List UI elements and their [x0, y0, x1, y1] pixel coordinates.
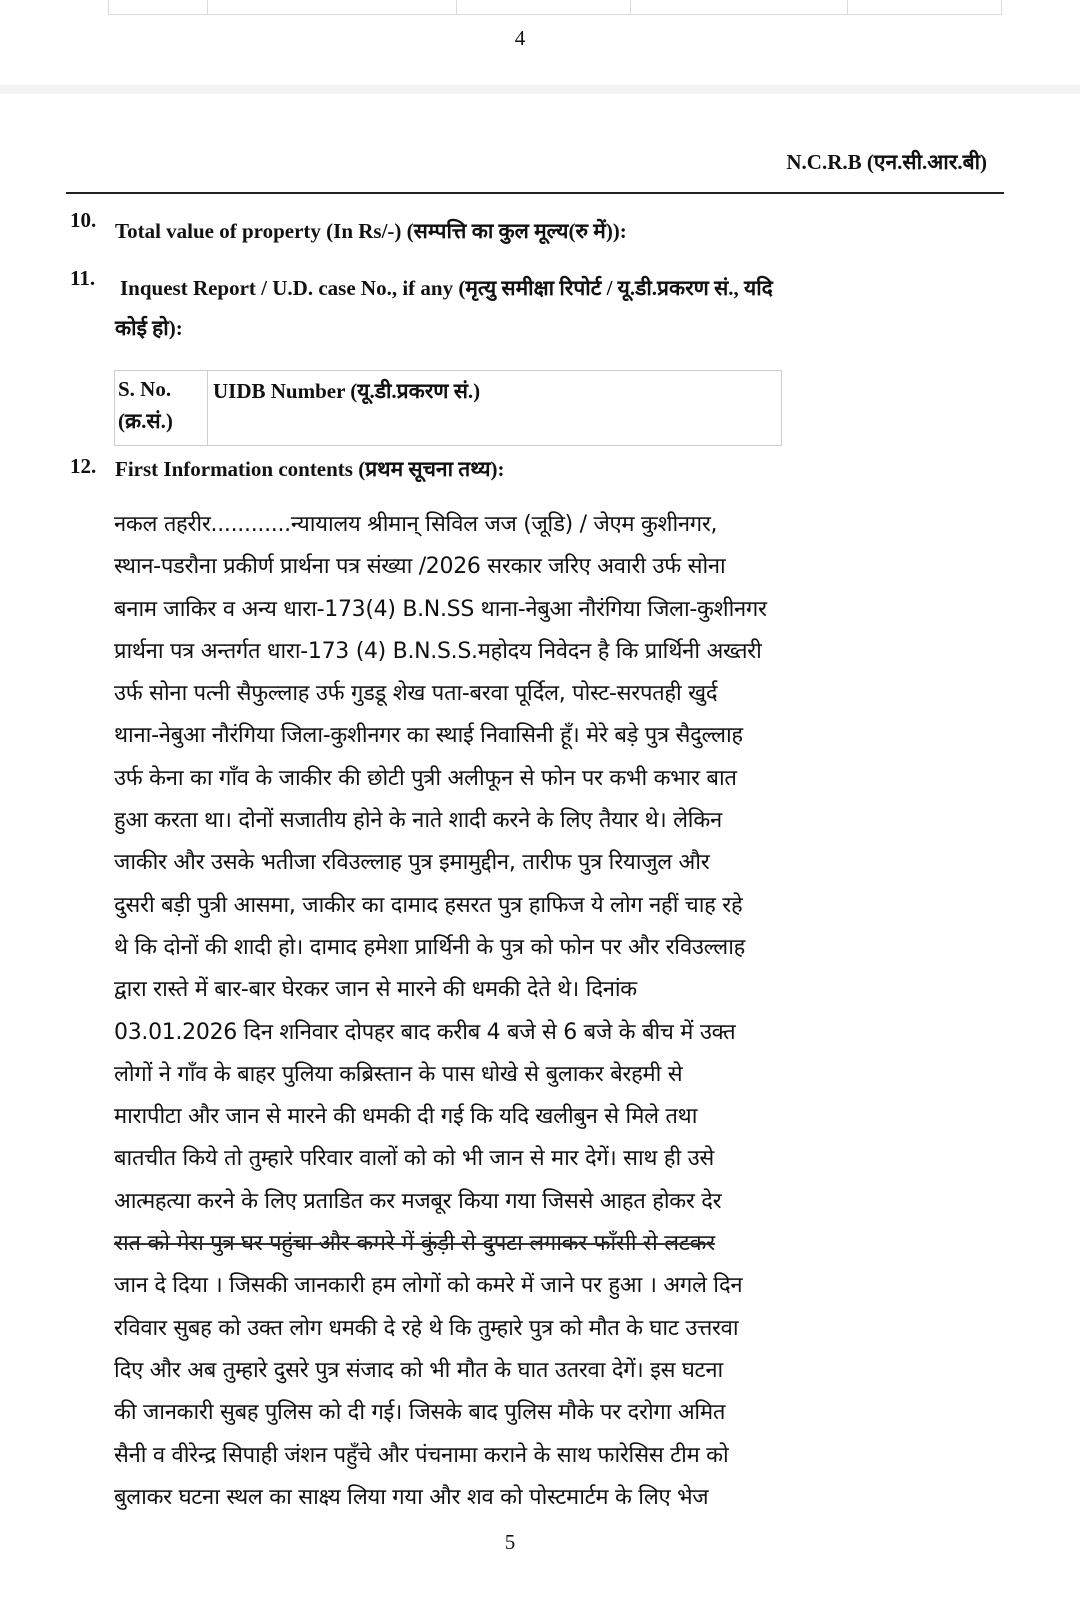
item-10-number: 10.: [70, 208, 97, 232]
previous-page: [0, 0, 1080, 85]
text-line: नकल तहरीर............न्यायालय श्रीमान् सिविल जज (जूडि) / जेएम कुशीनगर,: [114, 512, 718, 537]
page-separator: [0, 85, 1080, 94]
current-page: [0, 94, 1080, 1603]
text-line: हुआ करता था। दोनों सजातीय होने के नाते शादी करने के लिए तैयार थे। लेकिन: [114, 808, 722, 834]
text-line: थाना-नेबुआ नौरंगिया जिला-कुशीनगर का स्थाई निवासिनी हूँ। मेरे बड़े पुत्र सैदुल्लाह: [114, 723, 743, 749]
text-line: मारापीटा और जान से मारने की धमकी दी गई कि यदि खलीबुन से मिले तथा: [114, 1104, 698, 1130]
text-line: स्थान-पडरौना प्रकीर्ण प्रार्थना पत्र संख्या /2026 सरकार जरिए अवारी उर्फ सोना: [114, 554, 726, 580]
text-line-struck: रात को मेरा पुत्र घर पहुंचा और कमरे में कुंड़ी से दुपटा लगाकर फाँसी से लटकर: [114, 1231, 715, 1257]
previous-page-table-bottom: [108, 0, 1002, 15]
item-11-number: 11.: [70, 266, 96, 290]
table-cell: [109, 0, 208, 14]
text-line: थे कि दोनों की शादी हो। दामाद हमेशा प्रार्थिनी के पुत्र को फोन पर और रविउल्लाह: [114, 934, 745, 960]
text-line: की जानकारी सुबह पुलिस को दी गई। जिसके बाद पुलिस मौके पर दरोगा अमित: [114, 1400, 726, 1426]
text-line: दुसरी बड़ी पुत्री आसमा, जाकीर का दामाद हसरत पुत्र हाफिज ये लोग नहीं चाह रहे: [114, 892, 743, 918]
text-line: बुलाकर घटना स्थल का साक्ष्य लिया गया और शव को पोस्टमार्टम के लिए भेज: [114, 1484, 709, 1510]
table-cell: [631, 0, 848, 14]
page-number: 5: [504, 1530, 516, 1554]
table-cell: [457, 0, 631, 14]
text-line: उर्फ सोना पत्नी सैफुल्लाह उर्फ गुडडू शेख पता-बरवा पूर्दिल, पोस्ट-सरपतही खुर्द: [114, 681, 718, 707]
item-12-number: 12.: [70, 454, 97, 478]
text-line: द्वारा रास्ते में बार-बार घेरकर जान से मारने की धमकी देते थे। दिनांक: [114, 977, 637, 1003]
text-line: आत्महत्या करने के लिए प्रताडित कर मजबूर किया गया जिससे आहत होकर देर: [114, 1188, 722, 1214]
text-line: सैनी व वीरेन्द्र सिपाही जंशन पहुँचे और पंचनामा कराने के साथ फारेसिस टीम को: [114, 1442, 729, 1468]
item-12-label: First Information contents (प्रथम सूचना तथ्य):: [115, 457, 505, 481]
text-line: रविवार सुबह को उक्त लोग धमकी दे रहे थे कि तुम्हारे पुत्र को मौत के घाट उत्तरवा: [114, 1315, 739, 1341]
uidb-number-header: UIDB Number (यू.डी.प्रकरण सं.): [213, 379, 481, 403]
table-cell: [848, 0, 1001, 14]
item-10-label: Total value of property (In Rs/-) (सम्पत्ति का कुल मूल्य(रु में)):: [115, 219, 627, 243]
uidb-table: [114, 370, 782, 446]
sno-header-en: S. No.: [118, 377, 172, 401]
item-11-label-line2: कोई हो):: [115, 316, 183, 340]
text-line: दिए और अब तुम्हारे दुसरे पुत्र संजाद को भी मौत के घात उतरवा देगें। इस घटना: [114, 1357, 723, 1383]
page-number: 4: [514, 26, 526, 50]
text-line: बातचीत किये तो तुम्हारे परिवार वालों को को भी जान से मार देगें। साथ ही उसे: [114, 1146, 714, 1172]
text-line: उर्फ केना का गाँव के जाकीर की छोटी पुत्री अलीफून से फोन पर कभी कभार बात: [114, 765, 737, 791]
page-header-ncrb: N.C.R.B (एन.सी.आर.बी): [786, 150, 987, 174]
header-divider: [66, 192, 1004, 194]
text-line: प्रार्थना पत्र अन्तर्गत धारा-173 (4) B.N.S.S.महोदय निवेदन है कि प्रार्थिनी अख्तरी: [114, 638, 762, 664]
text-line: बनाम जाकिर व अन्य धारा-173(4) B.N.SS थाना-नेबुआ नौरंगिया जिला-कुशीनगर: [114, 596, 767, 622]
text-line: लोगों ने गाँव के बाहर पुलिया कब्रिस्तान के पास धोखे से बुलाकर बेरहमी से: [114, 1061, 683, 1087]
first-information-contents: [114, 504, 994, 1519]
text-line: 03.01.2026 दिन शनिवार दोपहर बाद करीब 4 बजे से 6 बजे के बीच में उक्त: [114, 1019, 736, 1045]
item-11-label-line1: Inquest Report / U.D. case No., if any (मृत्यु समीक्षा रिपोर्ट / यू.डी.प्रकरण सं., यदि: [120, 276, 773, 300]
sno-header: [115, 371, 208, 445]
text-line: जान दे दिया । जिसकी जानकारी हम लोगों को कमरे में जाने पर हुआ । अगले दिन: [114, 1273, 743, 1299]
sno-header-hi: (क्र.सं.): [118, 409, 173, 433]
text-line: जाकीर और उसके भतीजा रविउल्लाह पुत्र इमामुद्दीन, तारीफ पुत्र रियाजुल और: [114, 850, 710, 876]
table-cell: [208, 0, 457, 14]
